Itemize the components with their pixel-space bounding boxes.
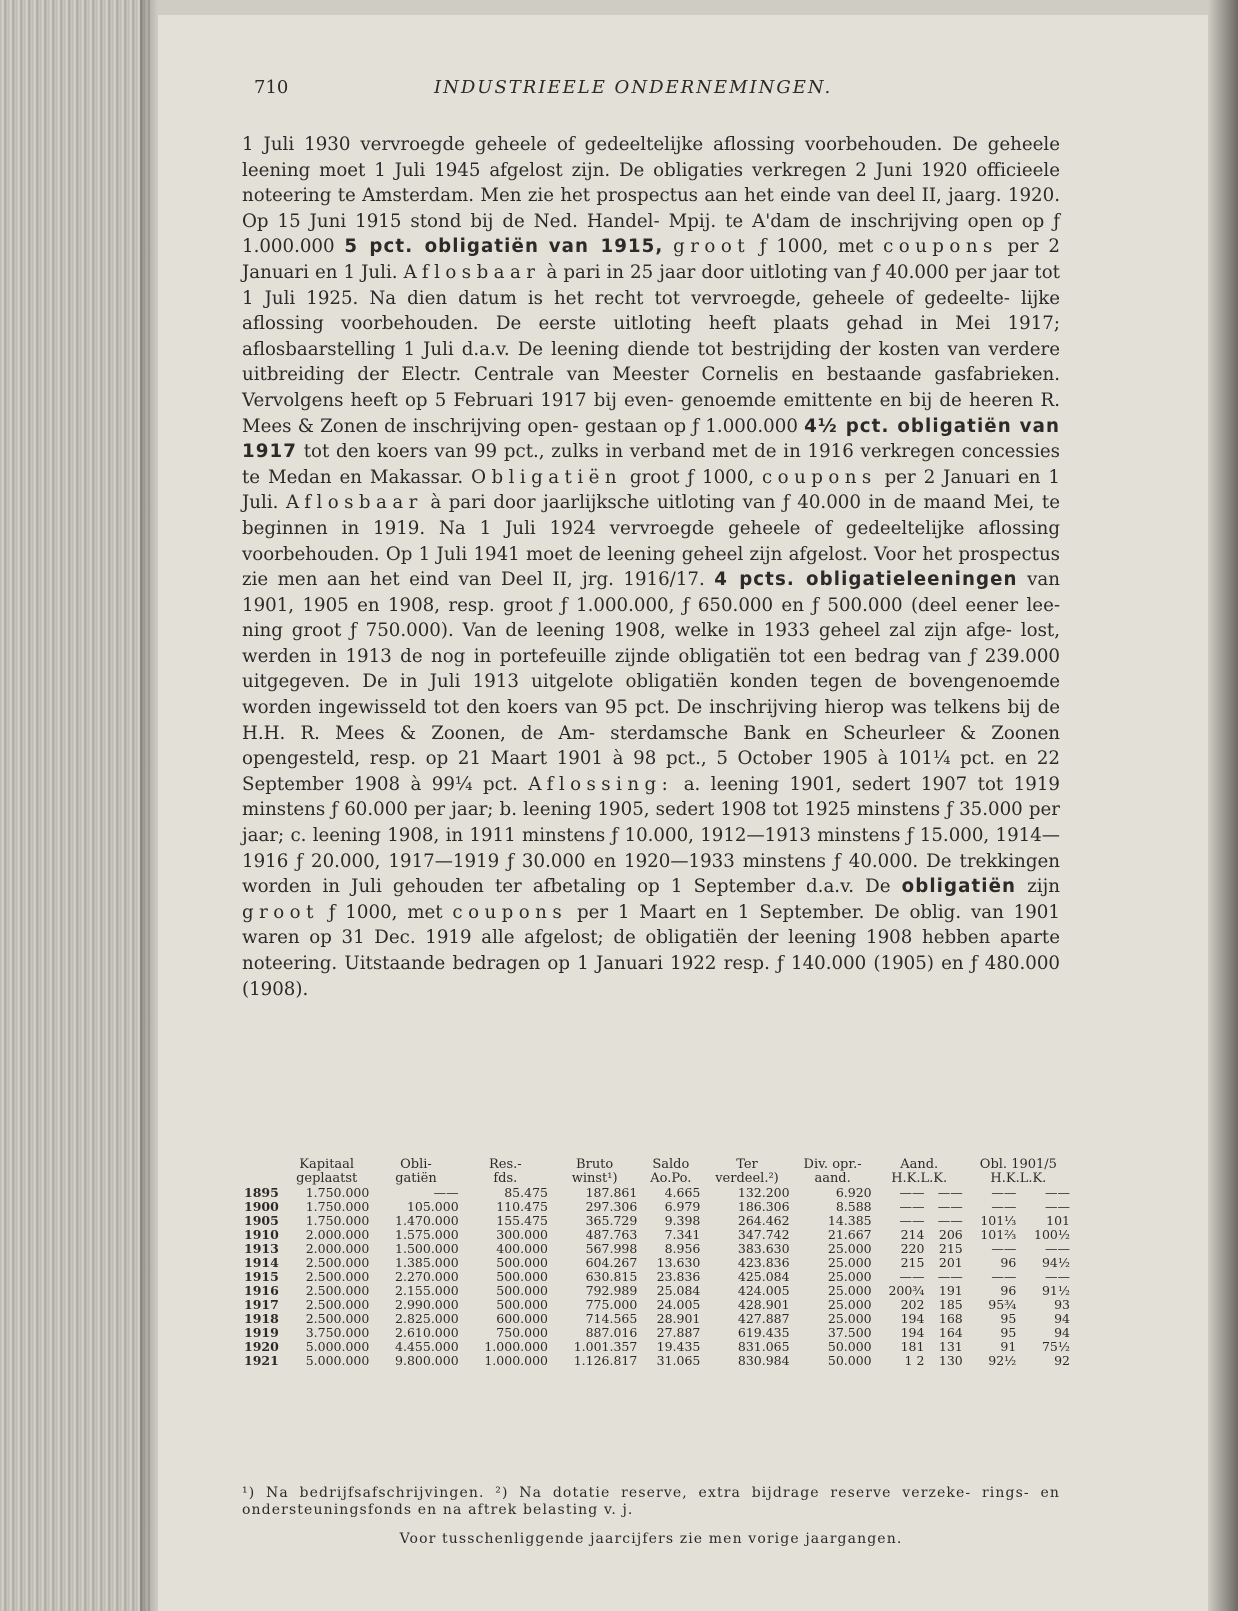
table-cell: 600.000 bbox=[496, 1311, 548, 1326]
table-cell: 131 bbox=[938, 1339, 963, 1354]
table-cell: 75½ bbox=[1041, 1339, 1070, 1354]
table-row bbox=[242, 1242, 1072, 1256]
table-cell: 775.000 bbox=[585, 1297, 638, 1312]
page-number: 710 bbox=[254, 77, 289, 98]
table-cell: 94 bbox=[1054, 1311, 1070, 1326]
table-row bbox=[242, 1214, 1072, 1228]
table-cell: 347.742 bbox=[737, 1227, 790, 1242]
text-line: ƒ 40.000 in de maand Mei, te beginnen in 1919. Na 1 Juli 1924 vervroegde bbox=[242, 492, 1060, 539]
table-cell: 9.800.000 bbox=[395, 1353, 459, 1368]
table-cell: 567.998 bbox=[585, 1241, 638, 1256]
table-cell: —— bbox=[937, 1185, 963, 1200]
table-row bbox=[242, 1312, 1072, 1326]
table-cell: 2.610.000 bbox=[395, 1325, 459, 1340]
text-line: geheele of gedeeltelijke aflossing voorbehouden. Op 1 Juli 1941 moet de bbox=[242, 517, 1060, 565]
header-ter-verdeel: Ter verdeel.²) bbox=[715, 1157, 779, 1186]
table-header-row bbox=[242, 1158, 1072, 1186]
footnote-line: ¹) Na bedrijfsafschrijvingen. ²) Na dotatie reserve, extra bijdrage reserve verzeke- bbox=[242, 1485, 972, 1501]
table-cell: 50.000 bbox=[827, 1353, 872, 1368]
text-line: 2 Juni 1920 officieele noteering te Amsterdam. Men zie het prospectus aan bbox=[242, 159, 1060, 207]
row-year: 1920 bbox=[244, 1339, 279, 1354]
table-cell: 25.000 bbox=[827, 1269, 872, 1284]
table-cell: 96 bbox=[1000, 1255, 1017, 1270]
table-cell: 714.565 bbox=[585, 1311, 638, 1326]
table-cell: 1.500.000 bbox=[395, 1241, 459, 1256]
table-cell: 831.065 bbox=[737, 1339, 790, 1354]
table-cell: 1.575.000 bbox=[395, 1227, 459, 1242]
table-cell: 2.155.000 bbox=[395, 1283, 459, 1298]
row-year: 1917 bbox=[244, 1297, 279, 1312]
table-cell: 423.836 bbox=[737, 1255, 790, 1270]
table-cell: 1.750.000 bbox=[305, 1213, 370, 1228]
row-year: 1913 bbox=[244, 1241, 279, 1256]
table-cell: 95 bbox=[1000, 1325, 1017, 1340]
table-cell: 2.500.000 bbox=[305, 1297, 370, 1312]
spaced-term: groot bbox=[242, 901, 319, 923]
text-line: per 1 Maart en 1 bbox=[577, 901, 750, 923]
table-cell: 28.901 bbox=[656, 1311, 701, 1326]
text-line: Medan en Makassar. bbox=[268, 466, 464, 488]
text-line: à pari door jaarlijksche uitloting van bbox=[430, 492, 776, 514]
table-cell: 94½ bbox=[1041, 1255, 1070, 1270]
table-cell: 887.016 bbox=[585, 1325, 638, 1340]
table-cell: 2.500.000 bbox=[305, 1311, 370, 1326]
table-cell: 25.000 bbox=[827, 1241, 872, 1256]
text-line: De trekkingen worden in Juli gehouden ter afbetaling op 1 September d.a.v. bbox=[242, 850, 1060, 898]
table-cell: 181 bbox=[900, 1339, 925, 1354]
table-cell: 101⅓ bbox=[980, 1213, 1017, 1228]
spaced-term: coupons bbox=[762, 466, 877, 488]
table-cell: 1 2 bbox=[904, 1353, 925, 1368]
header-dividend: Div. opr.- aand. bbox=[803, 1157, 862, 1186]
spaced-term: coupons bbox=[883, 236, 998, 258]
table-cell: 383.630 bbox=[737, 1241, 790, 1256]
row-year: 1905 bbox=[244, 1213, 279, 1228]
text-line: per bbox=[884, 466, 916, 488]
table-cell: 100½ bbox=[1034, 1227, 1070, 1242]
table-cell: 425.084 bbox=[737, 1269, 790, 1284]
table-cell: —— bbox=[991, 1269, 1017, 1284]
table-cell: 427.887 bbox=[737, 1311, 790, 1326]
table-row bbox=[242, 1284, 1072, 1298]
table-cell: 5.000.000 bbox=[305, 1339, 370, 1354]
table-cell: 25.000 bbox=[827, 1311, 872, 1326]
row-year: 1916 bbox=[244, 1283, 279, 1298]
table-cell: 264.462 bbox=[737, 1213, 790, 1228]
table-cell: —— bbox=[899, 1213, 925, 1228]
table-cell: 1.750.000 bbox=[305, 1199, 370, 1214]
table-cell: 95 bbox=[1000, 1311, 1017, 1326]
footnotes bbox=[242, 1485, 1060, 1519]
table-cell: 500.000 bbox=[496, 1297, 548, 1312]
text-line: à pari in 25 jaar door uitloting van ƒ 40.000 per jaar tot bbox=[546, 261, 1060, 283]
table-cell: 2.500.000 bbox=[305, 1255, 370, 1270]
running-title: INDUSTRIEELE ONDERNEMINGEN. bbox=[434, 77, 833, 98]
financial-table bbox=[242, 1158, 1072, 1368]
table-cell: 155.475 bbox=[496, 1213, 548, 1228]
right-edge-shadow bbox=[1208, 0, 1238, 1611]
text-line: lijke aflossing voorbehouden. De eerste uitloting heeft plaats gehad in Mei bbox=[242, 287, 1060, 335]
table-cell: 25.000 bbox=[827, 1255, 872, 1270]
table-cell: 194 bbox=[900, 1325, 925, 1340]
table-cell: 186.306 bbox=[737, 1199, 790, 1214]
table-cell: 92 bbox=[1054, 1353, 1070, 1368]
table-cell: 27.887 bbox=[656, 1325, 701, 1340]
table-cell: 93 bbox=[1054, 1297, 1070, 1312]
text-line: 2 Januari en 1 Juli. bbox=[242, 466, 1060, 514]
table-cell: 31.065 bbox=[656, 1353, 701, 1368]
row-year: 1895 bbox=[244, 1185, 279, 1200]
header-reserve: Res.- fds. bbox=[488, 1157, 522, 1186]
text-line: van ƒ 239.000 uitgegeven. De in Juli 1913 uitgelote obligatiën konden tegen de bbox=[242, 645, 1060, 693]
table-cell: 5.000.000 bbox=[305, 1353, 370, 1368]
book-page-edges bbox=[0, 0, 150, 1611]
table-row bbox=[242, 1298, 1072, 1312]
table-row bbox=[242, 1228, 1072, 1242]
table-cell: 202 bbox=[900, 1297, 925, 1312]
table-cell: 424.005 bbox=[737, 1283, 790, 1298]
row-year: 1918 bbox=[244, 1311, 279, 1326]
text-line: tot den koers bbox=[303, 441, 428, 463]
table-cell: 2.000.000 bbox=[305, 1241, 370, 1256]
table-row bbox=[242, 1340, 1072, 1354]
table-cell: 2.500.000 bbox=[305, 1283, 370, 1298]
table-cell: 4.665 bbox=[664, 1185, 701, 1200]
text-line: inschrijving hierop was telkens bij de H.H. R. Mees & Zoonen, de Am- bbox=[242, 697, 1060, 744]
row-year: 1919 bbox=[244, 1325, 279, 1340]
table-cell: —— bbox=[899, 1185, 925, 1200]
text-line: lost, werden in 1913 de nog in portefeuille zijnde obligatiën tot een bedrag bbox=[242, 620, 1060, 667]
table-cell: 2.500.000 bbox=[305, 1269, 370, 1284]
table-cell: 21.667 bbox=[827, 1227, 872, 1242]
text-line: van 99 pct., zulks in verband met de in 1916 verkregen concessies te bbox=[242, 441, 1060, 488]
table-cell: 2.270.000 bbox=[395, 1269, 459, 1284]
table-cell: 191 bbox=[938, 1283, 963, 1298]
spaced-term: Aflosbaar bbox=[403, 261, 541, 283]
table-cell: 830.984 bbox=[737, 1353, 790, 1368]
text-line: 1 Juli 1925. Na dien datum is het recht tot vervroegde, geheele of gedeelte- bbox=[242, 287, 1010, 309]
table-cell: —— bbox=[937, 1269, 963, 1284]
table-cell: —— bbox=[991, 1241, 1017, 1256]
bold-heading: 5 pct. obligatiën bbox=[344, 236, 539, 258]
table-cell: —— bbox=[937, 1213, 963, 1228]
table-cell: 8.588 bbox=[835, 1199, 872, 1214]
table-cell: 400.000 bbox=[496, 1241, 548, 1256]
table-cell: 604.267 bbox=[585, 1255, 638, 1270]
table-cell: 132.200 bbox=[737, 1185, 790, 1200]
table-cell: 23.836 bbox=[656, 1269, 701, 1284]
body-text bbox=[242, 132, 1060, 1002]
table-cell: 792.989 bbox=[585, 1283, 638, 1298]
table-cell: 7.341 bbox=[664, 1227, 701, 1242]
header-saldo: Saldo Ao.Po. bbox=[650, 1157, 692, 1186]
table-row bbox=[242, 1326, 1072, 1340]
header-kapitaal: Kapitaal geplaatst bbox=[296, 1157, 358, 1186]
table-cell: 1.126.817 bbox=[573, 1353, 638, 1368]
table-row bbox=[242, 1270, 1072, 1284]
table-cell: —— bbox=[991, 1185, 1017, 1200]
table-cell: 500.000 bbox=[496, 1283, 548, 1298]
table-cell: 91 bbox=[1000, 1339, 1017, 1354]
text-line: het einde van deel II, jaarg. 1920. Op 15 Juni 1915 stond bij de Ned. Handel- bbox=[242, 185, 1060, 232]
text-line: zijn bbox=[1027, 876, 1060, 898]
table-cell: —— bbox=[899, 1269, 925, 1284]
table-cell: 185 bbox=[938, 1297, 963, 1312]
table-cell: 85.475 bbox=[504, 1185, 548, 1200]
text-line: bovengenoemde worden ingewisseld tot den koers van 95 pct. De bbox=[242, 671, 1060, 719]
table-cell: —— bbox=[1045, 1269, 1070, 1284]
table-cell: 91½ bbox=[1041, 1283, 1070, 1298]
table-cell: 2.000.000 bbox=[305, 1227, 370, 1242]
text-line: Mpij. te A'dam de inschrijving open op ƒ 1.000.000 bbox=[242, 210, 1060, 258]
table-body bbox=[242, 1186, 1072, 1368]
table-cell: 37.500 bbox=[827, 1325, 872, 1340]
text-line: kosten van verdere uitbreiding der Electr. Centrale van Meester Cornelis bbox=[242, 338, 1060, 386]
row-year: 1910 bbox=[244, 1227, 279, 1242]
text-line: jaar; b. leening 1905, sedert 1908 tot 1925 minstens ƒ 35.000 per jaar; bbox=[242, 799, 1060, 847]
spaced-term: Aflossing: bbox=[528, 773, 674, 795]
table-cell: 164 bbox=[938, 1325, 963, 1340]
table-cell: 94 bbox=[1054, 1325, 1070, 1340]
text-line: op 1 Januari 1922 resp. ƒ 140.000 (1905) en ƒ 480.000 (1908). bbox=[242, 953, 1060, 1000]
row-year: 1915 bbox=[244, 1269, 279, 1284]
text-line: gestaan op ƒ 1.000.000 bbox=[584, 415, 798, 437]
text-line: per 2 Januari en 1 Juli. bbox=[242, 236, 1060, 283]
text-line: c. leening 1908, in 1911 minstens ƒ 10.000, 1912—1913 minstens ƒ 15.000, bbox=[290, 825, 990, 847]
page-header bbox=[254, 77, 1094, 107]
spaced-term: groot bbox=[673, 236, 751, 258]
table-row bbox=[242, 1186, 1072, 1200]
table-cell: 9.398 bbox=[664, 1213, 701, 1228]
table-cell: 2.990.000 bbox=[395, 1297, 459, 1312]
table-cell: 130 bbox=[938, 1353, 963, 1368]
text-line: 1901 à 98 pct., 5 October 1905 à 101¼ pct. en 22 September 1908 à 99¼ pct. bbox=[242, 748, 1060, 795]
bold-heading: 4½ pct. obligatiën van 1917 bbox=[242, 415, 1060, 463]
table-cell: 194 bbox=[900, 1311, 925, 1326]
table-cell: 110.475 bbox=[496, 1199, 548, 1214]
table-cell: 14.385 bbox=[827, 1213, 872, 1228]
text-line: 1905 en 1908, resp. groot ƒ 1.000.000, ƒ 650.000 en ƒ 500.000 (deel eener lee- bbox=[302, 594, 1060, 616]
table-cell: 206 bbox=[938, 1227, 963, 1242]
table-cell: 365.729 bbox=[585, 1213, 638, 1228]
text-line: obligatiën der leening 1908 hebben aparte noteering. Uitstaande bedragen bbox=[242, 927, 1060, 974]
table-cell: —— bbox=[1045, 1241, 1070, 1256]
table-cell: 1.000.000 bbox=[484, 1339, 548, 1354]
row-year: 1914 bbox=[244, 1255, 279, 1270]
table-cell: 6.920 bbox=[835, 1185, 872, 1200]
table-cell: 6.979 bbox=[664, 1199, 701, 1214]
table-cell: 200¾ bbox=[888, 1283, 925, 1298]
closing-note: Voor tusschenliggende jaarcijfers zie men vorige jaargangen. bbox=[399, 1531, 903, 1547]
table-row bbox=[242, 1256, 1072, 1270]
table-cell: —— bbox=[433, 1185, 459, 1200]
table-cell: 1.001.357 bbox=[573, 1339, 638, 1354]
text-line: van 1901, bbox=[242, 569, 1060, 616]
table-cell: 1.750.000 bbox=[305, 1185, 370, 1200]
text-line: ƒ 1000, met bbox=[328, 901, 443, 923]
text-line: ƒ 1000, met bbox=[759, 236, 874, 258]
table-cell: 101⅔ bbox=[980, 1227, 1017, 1242]
header-aandelen-koers: Aand. H.K.L.K. bbox=[891, 1157, 948, 1186]
text-line: 1 Juli 1930 vervroegde geheele of gedeeltelijke aflossing voorbehouden. De bbox=[242, 134, 978, 155]
table-cell: 500.000 bbox=[496, 1269, 548, 1284]
table-cell: 1.385.000 bbox=[395, 1255, 459, 1270]
table-cell: 500.000 bbox=[496, 1255, 548, 1270]
text-line: De bbox=[865, 876, 891, 898]
table-cell: 215 bbox=[900, 1255, 925, 1270]
text-line: a. leening 1901, sedert 1907 tot 1919 minstens ƒ 60.000 per bbox=[242, 773, 1060, 821]
table-cell: 619.435 bbox=[737, 1325, 790, 1340]
table-cell: 428.901 bbox=[737, 1297, 790, 1312]
bold-heading: 4 pcts. obligatieleeningen bbox=[714, 569, 1018, 591]
spaced-term: Obligatiën bbox=[471, 466, 622, 488]
table-cell: 220 bbox=[900, 1241, 925, 1256]
header-year bbox=[242, 1158, 282, 1186]
gutter-shadow bbox=[140, 0, 158, 1611]
table-cell: 8.956 bbox=[664, 1241, 701, 1256]
table-cell: 19.435 bbox=[656, 1339, 701, 1354]
table-cell: 3.750.000 bbox=[305, 1325, 370, 1340]
table-row bbox=[242, 1200, 1072, 1214]
text-line: leening geheel zijn afgelost. Voor het prospectus zie men aan het eind bbox=[242, 543, 1061, 591]
table-cell: 487.763 bbox=[585, 1227, 638, 1242]
table-cell: 101 bbox=[1046, 1213, 1070, 1228]
text-line: 1914—1916 ƒ 20.000, 1917—1919 ƒ 30.000 en 1920—1933 minstens ƒ 40.000. bbox=[242, 825, 1060, 872]
text-line: geheele leening moet 1 Juli 1945 afgelost zijn. De obligaties verkregen bbox=[242, 134, 1060, 181]
table-cell: 2.825.000 bbox=[395, 1311, 459, 1326]
table-cell: 214 bbox=[900, 1227, 925, 1242]
table-cell: 50.000 bbox=[827, 1339, 872, 1354]
table-cell: —— bbox=[991, 1199, 1017, 1214]
header-obligatie-koers: Obl. 1901/5 H.K.L.K. bbox=[979, 1157, 1057, 1186]
header-obligatien: Obli- gatiën bbox=[395, 1157, 437, 1186]
row-year: 1921 bbox=[244, 1353, 279, 1368]
table-cell: 25.000 bbox=[827, 1283, 872, 1298]
table-cell: 215 bbox=[938, 1241, 963, 1256]
table-cell: —— bbox=[1045, 1185, 1070, 1200]
spaced-term: coupons bbox=[452, 901, 568, 923]
table-cell: 92½ bbox=[988, 1353, 1017, 1368]
text-line: van Deel II, jrg. 1916/17. bbox=[458, 569, 705, 591]
table-cell: 4.455.000 bbox=[395, 1339, 459, 1354]
table-cell: 1.470.000 bbox=[395, 1213, 459, 1228]
table-cell: 630.815 bbox=[585, 1269, 638, 1284]
table-cell: 13.630 bbox=[656, 1255, 701, 1270]
table-cell: 105.000 bbox=[406, 1199, 459, 1214]
table-cell: 24.005 bbox=[656, 1297, 701, 1312]
table-cell: —— bbox=[899, 1199, 925, 1214]
text-line: September. De oblig. van 1901 waren op 31 Dec. 1919 alle afgelost; de bbox=[242, 901, 1060, 949]
table-cell: 25.084 bbox=[656, 1283, 701, 1298]
paragraph bbox=[242, 132, 1060, 1002]
table-cell: —— bbox=[1045, 1199, 1070, 1214]
table-cell: 297.306 bbox=[585, 1199, 638, 1214]
table-cell: —— bbox=[937, 1199, 963, 1214]
table-cell: 187.861 bbox=[585, 1185, 638, 1200]
text-line: genoemde emittente en bij de heeren R. Mees & Zonen de inschrijving open- bbox=[242, 389, 1060, 437]
table-cell: 25.000 bbox=[827, 1297, 872, 1312]
table-cell: 96 bbox=[1000, 1283, 1017, 1298]
text-line: sterdamsche Bank en Scheurleer & Zoonen opengesteld, resp. op 21 Maart bbox=[242, 722, 1060, 770]
text-line: ning groot ƒ 750.000). Van de leening 1908, welke in 1933 geheel zal zijn afge- bbox=[242, 620, 1012, 642]
text-line: groot ƒ 1000, bbox=[629, 466, 755, 488]
table-cell: 168 bbox=[938, 1311, 963, 1326]
book-page bbox=[158, 15, 1208, 1611]
table-cell: 201 bbox=[938, 1255, 963, 1270]
text-line: en bestaande gasfabrieken. Vervolgens heeft op 5 Februari 1917 bij even- bbox=[242, 364, 1060, 411]
text-line: 1917; aflosbaarstelling 1 Juli d.a.v. De leening diende tot bestrijding der bbox=[242, 313, 1060, 360]
table-row bbox=[242, 1354, 1072, 1368]
footnote-line: rings- en ondersteuningsfonds en na aftrek belasting v. j. bbox=[242, 1485, 1060, 1518]
bold-heading: obligatiën bbox=[901, 876, 1017, 898]
table-cell: 300.000 bbox=[496, 1227, 548, 1242]
table-cell: 1.000.000 bbox=[484, 1353, 548, 1368]
table-cell: 95¾ bbox=[988, 1297, 1017, 1312]
header-bruto-winst: Bruto winst¹) bbox=[571, 1157, 618, 1186]
row-year: 1900 bbox=[244, 1199, 279, 1214]
bold-heading: van 1915, bbox=[548, 236, 664, 258]
spaced-term: Aflosbaar bbox=[285, 492, 423, 514]
table-cell: 750.000 bbox=[496, 1325, 548, 1340]
